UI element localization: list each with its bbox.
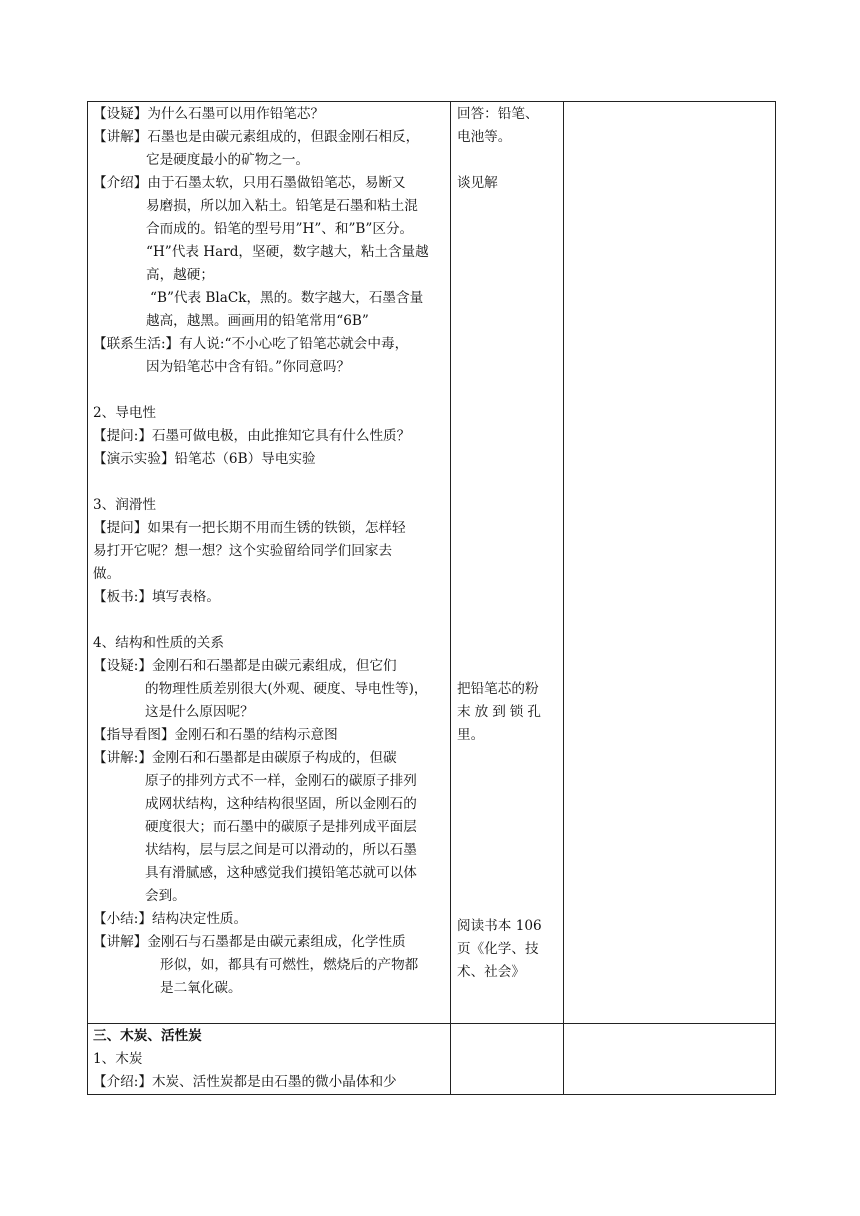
text-line: 电池等。 [457,129,512,145]
text-line: 末放到锁孔 [457,704,541,720]
text-line: 页《化学、技 [457,941,539,957]
text-line: 【提问】如果有一把长期不用而生锈的铁锁，怎样轻 [93,520,406,536]
section-heading: 三、木炭、活性炭 [93,1028,202,1044]
subsection-heading: 1、木炭 [93,1051,143,1067]
text-line: 是二氧化碳。 [160,980,242,996]
text-line: 硬度很大；而石墨中的碳原子是排列成平面层 [145,819,417,835]
text-line: 【指导看图】金刚石和石墨的结构示意图 [93,727,338,743]
text-line: 【板书:】填写表格。 [93,589,220,605]
text-line: 合而成的。铅笔的型号用”H”、和”B”区分。 [146,221,414,237]
text-line: “B”代表 BlaCk，黑的。数字越大，石墨含量 [150,290,424,306]
section-heading: 2、导电性 [93,405,157,421]
text-line: 【介绍:】木炭、活性炭都是由石墨的微小晶体和少 [93,1074,397,1090]
student-activity-cell [451,1024,564,1095]
text-line: 【小结:】结构决定性质。 [93,911,248,927]
text-line: 因为铅笔芯中含有铅。”你同意吗？ [146,359,351,375]
notes-cell [564,1024,776,1095]
text-line: 谈见解 [457,175,498,191]
text-line: 【介绍】由于石墨太软，只用石墨做铅笔芯，易断又 [93,175,406,191]
lesson-plan-table [87,101,776,1095]
text-line: 回答：铅笔、 [457,106,539,122]
section-heading: 4、结构和性质的关系 [93,635,224,651]
text-line: 【讲解】金刚石与石墨都是由碳元素组成，化学性质 [93,934,406,950]
text-line: 高，越硬； [146,267,214,283]
text-line: 【讲解:】金刚石和石墨都是由碳原子构成的，但碳 [93,750,397,766]
text-line: 【讲解】石墨也是由碳元素组成的，但跟金刚石相反， [93,129,420,145]
text-line: 术、社会》 [457,964,525,980]
text-line: 易磨损，所以加入粘土。铅笔是石墨和粘土混 [146,198,418,214]
text-line: 易打开它呢？想一想？这个实验留给同学们回家去 [93,543,393,559]
text-line: 它是硬度最小的矿物之一。 [146,152,310,168]
text-line: 越高，越黑。画画用的铅笔常用“6B” [146,313,369,329]
student-activity-cell [451,102,564,1024]
text-line: “H”代表 Hard，坚硬，数字越大，粘土含量越 [146,244,429,260]
text-line: 做。 [93,566,121,582]
text-line: 阅读书本 106 [457,918,542,934]
text-line: 【演示实验】铅笔芯（6B）导电实验 [93,451,316,467]
section-heading: 3、润滑性 [93,497,157,513]
text-line: 的物理性质差别很大(外观、硬度、导电性等)， [145,681,428,697]
teacher-activity-cell [88,1024,451,1095]
text-line: 形似，如，都具有可燃性，燃烧后的产物都 [160,957,419,973]
question-line: 【设疑】为什么石墨可以用作铅笔芯？ [93,106,325,122]
text-line: 会到。 [145,888,186,904]
text-line: 【提问:】石墨可做电极，由此推知它具有什么性质？ [93,428,411,444]
text-line: 【设疑:】金刚石和石墨都是由碳元素组成，但它们 [93,658,397,674]
text-line: 里。 [457,727,485,743]
text-line: 具有滑腻感，这种感觉我们摸铅笔芯就可以体 [145,865,417,881]
text-line: 成网状结构，这种结构很坚固，所以金刚石的 [145,796,417,812]
teacher-activity-cell [88,102,451,1024]
text-line: 状结构，层与层之间是可以滑动的，所以石墨 [145,842,417,858]
table-row [88,102,776,1024]
text-line: 原子的排列方式不一样，金刚石的碳原子排列 [145,773,417,789]
notes-cell [564,102,776,1024]
text-line: 把铅笔芯的粉 [457,681,539,697]
text-line: 【联系生活:】有人说:“不小心吃了铅笔芯就会中毒， [93,336,409,352]
text-line: 这是什么原因呢？ [145,704,254,720]
table-row [88,1024,776,1095]
